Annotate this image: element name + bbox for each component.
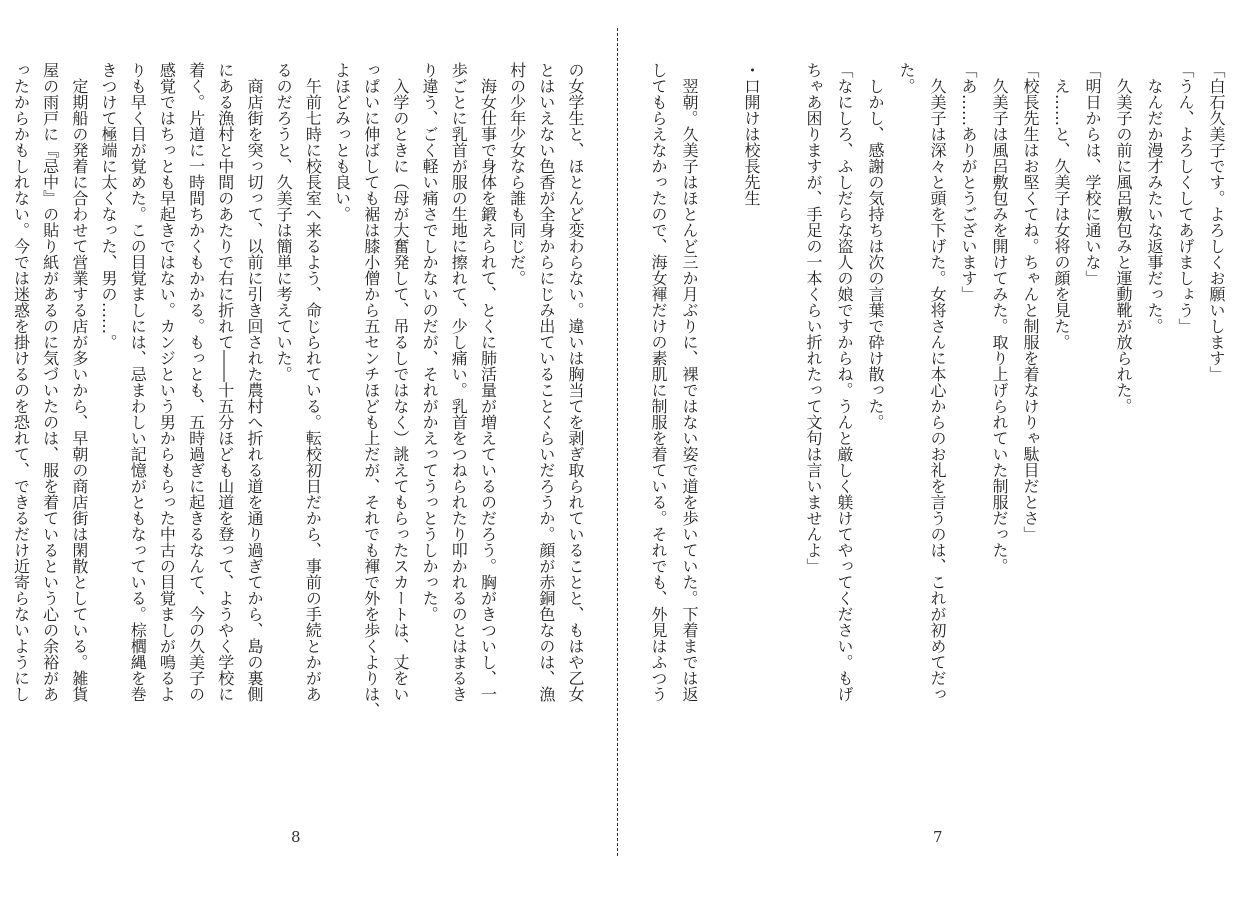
text-line: きつけて極端に太くなった、男の……。 <box>99 62 118 350</box>
page-right-text <box>643 62 1232 722</box>
text-line: 定期船の発着に合わせて営業する店が多いから、早朝の商店街は閑散としている。雑貨 <box>69 62 89 702</box>
text-line: 「白石久美子です。よろしくお願いします」 <box>1207 62 1226 382</box>
text-line: してもらえなかったので、海女褌だけの素肌に制服を着ている。それでも、外見はふつう <box>649 62 668 702</box>
text-line: 久美子は深々と頭を下げた。女将さんに本心からのお礼を言うのは、これが初めてだっ <box>928 62 947 702</box>
text-line: 久美子の前に風呂敷包みと運動靴が放られた。 <box>1114 62 1133 414</box>
text-line: 入学のときに（母が大奮発して、吊るしではなく）誂えてもらったスカートは、丈をい <box>390 62 410 702</box>
text-line: り違う、ごく軽い痛さでしかないのだが、それがかえってうっとうしかった。 <box>420 62 440 622</box>
text-line: た。 <box>897 62 916 94</box>
text-line: 「なにしろ、ふしだらな盗人の娘ですからね。うんと厳しく躾けてやってください。もげ <box>835 62 854 702</box>
text-line: りも早く目が覚めた。この目覚ましには、忌まわしい記憶がともなっている。棕櫚縄を巻 <box>128 62 148 702</box>
text-line: ・口開けは校長先生 <box>742 62 761 206</box>
text-line: にある漁村と中間のあたりで右に折れて――十五分ほども山道を登って、ようやく学校に <box>215 62 235 702</box>
text-line: 久美子は風呂敷包みを開けてみた。取り上げられていた制服だった。 <box>990 62 1009 574</box>
text-line: え……と、久美子は女将の顔を見た。 <box>1052 62 1071 350</box>
text-line: 「あ……ありがとうございます」 <box>959 62 978 302</box>
text-line <box>705 62 736 722</box>
text-line: よほどみっとも良い。 <box>332 62 352 222</box>
page-left-text <box>6 62 590 722</box>
text-line: しかし、感謝の気持ちは次の言葉で砕け散った。 <box>866 62 885 430</box>
text-line: 着く。片道に一時間ちかくもかかる。もっとも、五時過ぎに起きるなんて、今の久美子の <box>186 62 206 702</box>
text-line: の女学生と、ほとんど変わらない。違いは胸当てを剥ぎ取られていることと、もはや乙女 <box>566 62 585 702</box>
text-line: 村の少年少女なら誰も同じだ。 <box>507 62 527 286</box>
text-line: 屋の雨戸に『忌中』の貼り紙があるのに気づいたのは、服を着ているという心の余裕があ <box>40 62 60 702</box>
text-line: とはいえない色香が全身からにじみ出ていることくらいだろうか。顔が赤銅色なのは、漁 <box>536 62 556 702</box>
page-number-left: 8 <box>291 828 301 846</box>
text-line: 海女仕事で身体を鍛えられて、とくに肺活量が増えているのだろう。胸がきついし、一 <box>478 62 498 702</box>
page-number-right: 7 <box>933 828 943 846</box>
text-line: 感覚ではちっとも早起きではない。カンジという男からもらった中古の目覚ましが鳴るよ <box>157 62 177 702</box>
text-line: っぱいに伸ばしても裾は膝小僧から五センチほども上だが、それでも褌で外を歩くよりは、 <box>361 62 381 718</box>
text-line: 「明日からは、学校に通いな」 <box>1083 62 1102 286</box>
text-line: なんだか漫才みたいな返事だった。 <box>1145 62 1164 334</box>
text-line: 「校長先生はお堅くてね。ちゃんと制服を着なけりゃ駄目だとさ」 <box>1021 62 1040 542</box>
text-line: 午前七時に校長室へ来るよう、命じられている。転校初日だから、事前の手続とかがあ <box>303 62 323 702</box>
text-line: 商店街を突っ切って、以前に引き回された農村へ折れる道を通り過ぎてから、島の裏側 <box>244 62 264 702</box>
text-line: ったからかもしれない。今では迷惑を掛けるのを恐れて、できるだけ近寄らないようにし <box>11 62 31 702</box>
text-line: 「うん、よろしくしてあげましょう」 <box>1176 62 1195 334</box>
text-line <box>767 62 798 722</box>
text-line: 歩ごとに乳首が服の生地に擦れて、少し痛い。乳首をつねられたり叩かれるのとはまるき <box>449 62 469 702</box>
text-line: 翌朝。久美子はほとんど三か月ぶりに、裸ではない姿で道を歩いていた。下着までは返 <box>680 62 699 702</box>
text-line: るのだろうと、久美子は簡単に考えていた。 <box>274 62 294 382</box>
text-line: ちゃあ困りますが、手足の一本くらい折れたって文句は言いませんよ」 <box>804 62 823 574</box>
page-divider <box>617 28 618 856</box>
